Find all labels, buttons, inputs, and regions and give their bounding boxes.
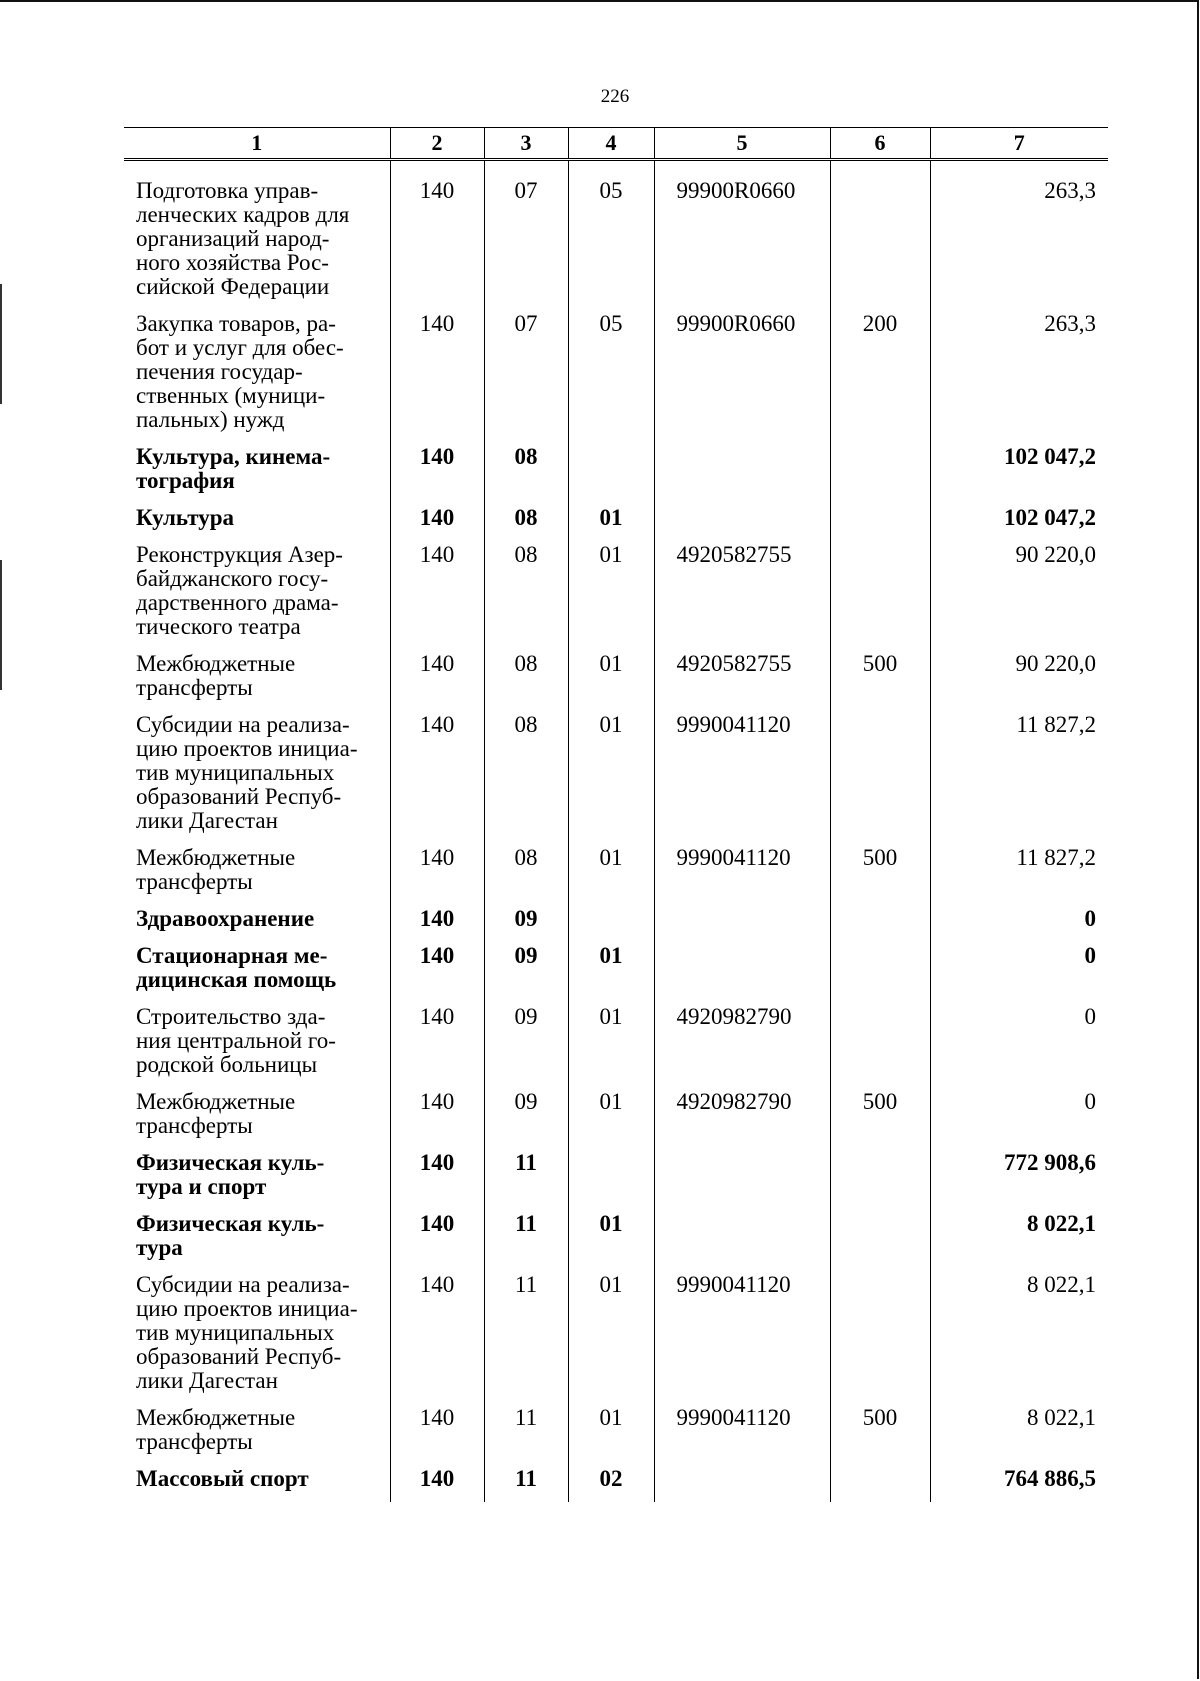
code-cell: 140: [390, 1210, 484, 1271]
table-row: [124, 1149, 1108, 1210]
amount-cell: 11 827,2: [930, 711, 1108, 844]
code-cell: [830, 1003, 930, 1088]
code-cell: 01: [568, 1088, 654, 1149]
code-cell: 01: [568, 541, 654, 650]
code-cell: 07: [484, 177, 568, 310]
code-cell: 08: [484, 844, 568, 905]
amount-cell: 90 220,0: [930, 650, 1108, 711]
code-cell: 11: [484, 1149, 568, 1210]
row-name-cell: Межбюджетные трансферты: [136, 651, 296, 700]
column-header: 4: [568, 128, 654, 160]
code-cell: 09: [484, 905, 568, 942]
row-name-cell: Реконструкция Азер- байджанского госу- дарственного драма- тического театра: [136, 542, 343, 639]
code-cell: 140: [390, 1149, 484, 1210]
code-cell: 140: [390, 905, 484, 942]
table-row: [124, 177, 1108, 310]
code-cell: 01: [568, 504, 654, 541]
code-cell: 140: [390, 443, 484, 504]
table-row: [124, 905, 1108, 942]
code-cell: [654, 504, 830, 541]
code-cell: 9990041120: [654, 1404, 830, 1465]
column-header: 7: [930, 128, 1108, 160]
code-cell: [830, 1465, 930, 1502]
amount-cell: 8 022,1: [930, 1271, 1108, 1404]
table-row: [124, 1210, 1108, 1271]
page-number: 226: [600, 86, 630, 107]
row-name-cell: Межбюджетные трансферты: [136, 845, 296, 894]
code-cell: 09: [484, 942, 568, 1003]
table-row: [124, 1271, 1108, 1404]
code-cell: 140: [390, 1465, 484, 1502]
column-header: 5: [654, 128, 830, 160]
table-row: [124, 844, 1108, 905]
code-cell: 500: [830, 1088, 930, 1149]
code-cell: [654, 443, 830, 504]
amount-cell: 263,3: [930, 310, 1108, 443]
amount-cell: 0: [930, 1003, 1108, 1088]
row-name-cell: Стационарная ме- дицинская помощь: [136, 943, 337, 992]
code-cell: 11: [484, 1465, 568, 1502]
code-cell: 01: [568, 942, 654, 1003]
code-cell: 02: [568, 1465, 654, 1502]
row-name-cell: Физическая куль- тура: [136, 1211, 325, 1260]
row-name-cell: Подготовка управ- ленческих кадров для организаций народ- ного хозяйства Рос- сийской Федерации: [136, 178, 350, 299]
code-cell: 01: [568, 1404, 654, 1465]
code-cell: 01: [568, 1271, 654, 1404]
amount-cell: 0: [930, 1088, 1108, 1149]
table-row: [124, 711, 1108, 844]
code-cell: [830, 1271, 930, 1404]
table-row: [124, 504, 1108, 541]
table-row: [124, 1088, 1108, 1149]
amount-cell: 11 827,2: [930, 844, 1108, 905]
code-cell: [654, 1149, 830, 1210]
code-cell: 140: [390, 177, 484, 310]
code-cell: 01: [568, 711, 654, 844]
row-name-cell: Закупка товаров, ра- бот и услуг для обес- печения государ- ственных (муници- пальных) нужд: [136, 311, 344, 432]
code-cell: [830, 504, 930, 541]
code-cell: 11: [484, 1271, 568, 1404]
amount-cell: 263,3: [930, 177, 1108, 310]
row-name-cell: Здравоохранение: [136, 906, 315, 931]
code-cell: 01: [568, 1210, 654, 1271]
table-row: [124, 541, 1108, 650]
code-cell: 500: [830, 650, 930, 711]
amount-cell: 0: [930, 942, 1108, 1003]
column-header: 3: [484, 128, 568, 160]
code-cell: 140: [390, 1088, 484, 1149]
code-cell: 140: [390, 1404, 484, 1465]
code-cell: [830, 541, 930, 650]
code-cell: 09: [484, 1088, 568, 1149]
row-name-cell: Массовый спорт: [136, 1466, 309, 1491]
code-cell: 99900R0660: [654, 177, 830, 310]
code-cell: [830, 711, 930, 844]
scan-edge-mark: [0, 560, 2, 690]
code-cell: 140: [390, 844, 484, 905]
code-cell: [830, 177, 930, 310]
code-cell: 200: [830, 310, 930, 443]
code-cell: 140: [390, 1003, 484, 1088]
code-cell: 500: [830, 844, 930, 905]
row-name-cell: Физическая куль- тура и спорт: [136, 1150, 325, 1199]
code-cell: [654, 1465, 830, 1502]
budget-table: [124, 127, 1108, 1502]
amount-cell: 90 220,0: [930, 541, 1108, 650]
code-cell: 9990041120: [654, 844, 830, 905]
code-cell: 08: [484, 650, 568, 711]
row-name-cell: Межбюджетные трансферты: [136, 1405, 296, 1454]
row-name-cell: Строительство зда- ния центральной го- родской больницы: [136, 1004, 336, 1077]
table-row: [124, 1465, 1108, 1502]
table-row: [124, 1404, 1108, 1465]
code-cell: 08: [484, 541, 568, 650]
code-cell: 07: [484, 310, 568, 443]
amount-cell: 8 022,1: [930, 1210, 1108, 1271]
table-row: [124, 650, 1108, 711]
code-cell: [654, 1210, 830, 1271]
row-name-cell: Культура: [136, 505, 235, 530]
code-cell: [830, 1210, 930, 1271]
table-row: [124, 443, 1108, 504]
code-cell: 9990041120: [654, 711, 830, 844]
code-cell: 11: [484, 1404, 568, 1465]
table-row: [124, 310, 1108, 443]
code-cell: 4920982790: [654, 1003, 830, 1088]
code-cell: 08: [484, 443, 568, 504]
row-name-cell: Субсидии на реализа- цию проектов инициа- тив муниципальных образований Респуб- лики Дагестан: [136, 1272, 358, 1393]
code-cell: [830, 942, 930, 1003]
amount-cell: 8 022,1: [930, 1404, 1108, 1465]
code-cell: 99900R0660: [654, 310, 830, 443]
row-name-cell: Культура, кинема- тография: [136, 444, 331, 493]
code-cell: 140: [390, 1271, 484, 1404]
code-cell: 140: [390, 942, 484, 1003]
column-header: 2: [390, 128, 484, 160]
amount-cell: 0: [930, 905, 1108, 942]
code-cell: 01: [568, 650, 654, 711]
code-cell: [568, 1149, 654, 1210]
column-header: 6: [830, 128, 930, 160]
code-cell: [830, 1149, 930, 1210]
row-name-cell: Субсидии на реализа- цию проектов инициа- тив муниципальных образований Респуб- лики Дагестан: [136, 712, 358, 833]
code-cell: [654, 942, 830, 1003]
code-cell: 4920982790: [654, 1088, 830, 1149]
code-cell: 05: [568, 177, 654, 310]
table-row: [124, 1003, 1108, 1088]
code-cell: 4920582755: [654, 650, 830, 711]
code-cell: 140: [390, 711, 484, 844]
code-cell: 140: [390, 541, 484, 650]
amount-cell: 102 047,2: [930, 504, 1108, 541]
code-cell: [830, 443, 930, 504]
code-cell: 11: [484, 1210, 568, 1271]
code-cell: 01: [568, 844, 654, 905]
code-cell: 140: [390, 310, 484, 443]
code-cell: [830, 905, 930, 942]
code-cell: 4920582755: [654, 541, 830, 650]
table-row: [124, 942, 1108, 1003]
code-cell: 05: [568, 310, 654, 443]
code-cell: 9990041120: [654, 1271, 830, 1404]
code-cell: [568, 443, 654, 504]
code-cell: 01: [568, 1003, 654, 1088]
amount-cell: 764 886,5: [930, 1465, 1108, 1502]
code-cell: 08: [484, 504, 568, 541]
code-cell: 500: [830, 1404, 930, 1465]
code-cell: [568, 905, 654, 942]
code-cell: 09: [484, 1003, 568, 1088]
amount-cell: 772 908,6: [930, 1149, 1108, 1210]
column-header: 1: [124, 128, 390, 160]
code-cell: 140: [390, 504, 484, 541]
code-cell: 08: [484, 711, 568, 844]
scan-edge-mark: [0, 284, 2, 404]
row-name-cell: Межбюджетные трансферты: [136, 1089, 296, 1138]
table-header: [124, 128, 1108, 160]
table-body: [124, 160, 1108, 1503]
code-cell: 140: [390, 650, 484, 711]
code-cell: [654, 905, 830, 942]
amount-cell: 102 047,2: [930, 443, 1108, 504]
